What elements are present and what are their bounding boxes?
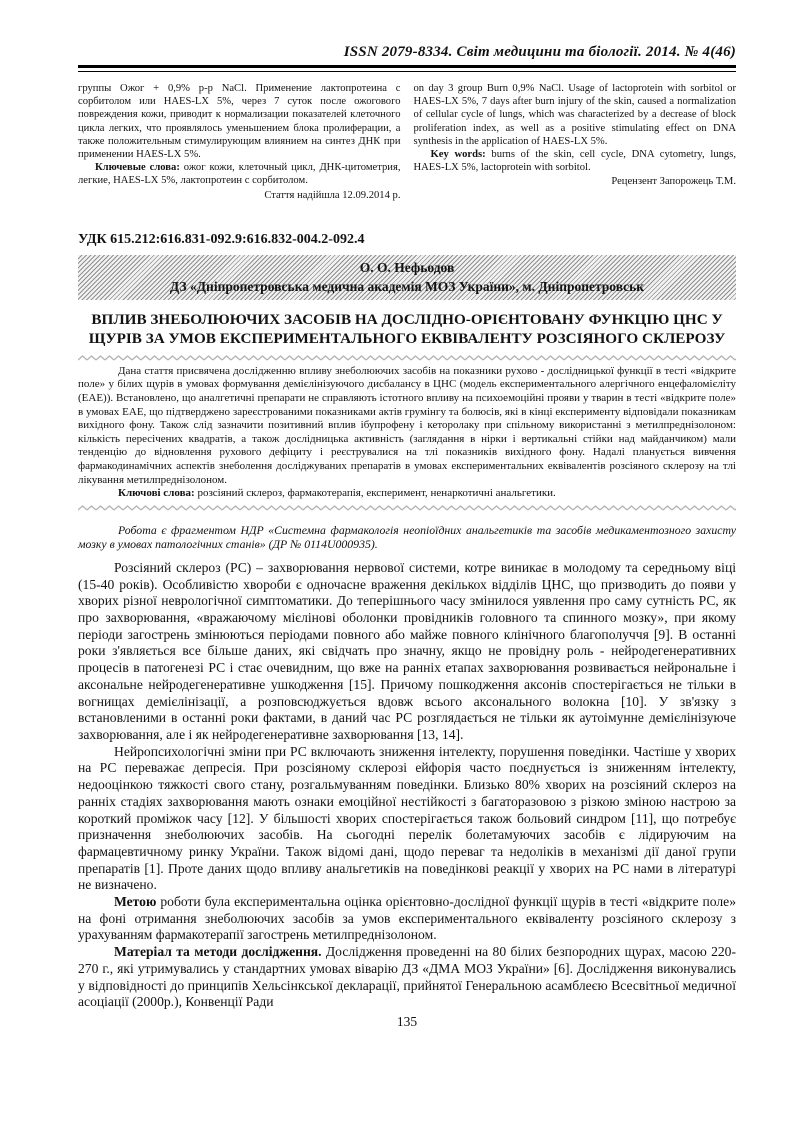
udc-line: УДК 615.212:616.831-092.9:616.832-004.2-092.4: [78, 231, 365, 247]
page-number: 135: [396, 1013, 418, 1029]
body-paragraph-neuro: Нейропсихологічні зміни при РС включають зниження інтелекту, порушення поведінки. Частіше у хворих на РС переважає депресія. При розсіяному склерозі ейфорія часто поєднується із зниженням інтелекту, недооцінкою тяжкості свого стану, розгальмуванням поведінки. Близько 80% хворих на розсіяний склероз на ранніх стадіях захворювання мають ознаки емоційної нестійкості з багаторазовою з різкою зміною настрою за короткий проміжок часу [12]. У більшості хворих спостерігається також больовий синдром [11], що потребує призначення знеболюючих засобів. На сьогодні перелік болетамуючих засобів є лідируючим на фармацевтичному ринку України. Також відомі дані, щодо переваг та недоліків в механізмі дії даної групи препаратів [1]. Проте даних щодо впливу анальгетиків на поведінкові реакції у хворих на РС нами в літературі не визначено.: [78, 743, 736, 893]
wavy-divider-bottom: [78, 505, 736, 511]
abstract-block: [78, 365, 736, 501]
methods-label: Матеріал та методи дослідження.: [114, 944, 322, 960]
resume-en-keywords-text: burns of the skin, cell cycle, DNA cytometry, lungs, HAES-LX 5%, lactoprotein with sorbitol.: [413, 149, 736, 174]
methods-paragraph: [78, 944, 736, 1011]
resume-en-keywords-label: Key words:: [430, 149, 486, 161]
received-date-line: Стаття надійшла 12.09.2014 р.: [264, 189, 401, 201]
author-affiliation: ДЗ «Дніпропетровська медична академія МОЗ України», м. Дніпропетровськ: [169, 278, 645, 294]
issn-header-line: ISSN 2079-8334. Світ медицини та біології. 2014. № 4(46): [343, 44, 736, 60]
resume-en-column: [414, 82, 737, 202]
resume-en-text: on day 3 group Burn 0,9% NaCl. Usage of lactoprotein with sorbitol or HAES-LX 5%, 7 days after burn injury of the skin, caused a normalization of cellular cycle of lungs, which was characterized by a decrease of block proliferation index, as well as a positive stimulating effect on DNA synthesis in the application of HAES-LX 5%.: [413, 83, 736, 147]
abstract-keywords: [78, 487, 736, 501]
aim-paragraph: [78, 894, 736, 944]
resume-ru-column: [78, 82, 401, 202]
abstract-text: Дана стаття присвячена дослідженню впливу знеболюючих засобів на показники рухово - дослідницької функції в тесті «відкрите поле» у білих щурів в умовах формування демієлінізуючого дисбалансу в ЦНС (модель експериментального алергічного енцефаломієліту (ЕАЕ)). Встановлено, що аналгетичні препарати не справляють істотного впливу на психоемоційні прояви у тварин в тесті «відкрите поле» в умовах ЕАЕ, що підтверджено зареєстрованими показниками актів грумінгу та болюсів, які в кінці експерименту відповідали показникам вихідного фону. Також слід зазначити позитивний вплив ібупрофену і кеторолаку при спільному використанні з метилпреднізолоном: кількість пересічених квадратів, а також дослідницька активність (заглядання в нірки і вертикальні стійки над майданчиком) мали тенденцію до відновлення рухового дефіциту і реєструвалися на тлі показників вихідного фону. Надалі планується вивчення фармакодинамічних аспектів знеболення досліджуваних препаратів в умовах експериментальних еквівалентів розсіяного склерозу на тлі лікування метилпреднізолоном.: [78, 364, 736, 486]
resume-ru-keywords-label: Ключевые слова:: [95, 162, 180, 174]
abstract-keywords-text: розсіяний склероз, фармакотерапія, експеримент, ненаркотичні анальгетики.: [194, 487, 556, 500]
ndr-note: Робота є фрагментом НДР «Системна фармакологія неопіоїдних анальгетиків та засобів медикаментозного захисту мозку в умовах патологічних станів» (ДР № 0114U000935).: [78, 522, 736, 552]
article-title: ВПЛИВ ЗНЕБОЛЮЮЧИХ ЗАСОБІВ НА ДОСЛІДНО-ОРІЄНТОВАНУ ФУНКЦІЮ ЦНС У ЩУРІВ ЗА УМОВ ЕКСПЕРИМЕНТАЛЬНОГО ЕКВІВАЛЕНТУ РОЗСІЯНОГО СКЛЕРОЗУ: [88, 310, 726, 347]
abstract-keywords-label: Ключові слова:: [118, 487, 195, 500]
resume-columns: [78, 82, 736, 202]
aim-label: Метою: [114, 894, 157, 910]
methods-text: Дослідження проведенні на 80 білих безпородних щурах, масою 220-270 г., які утримувались у стандартних умовах віварію ДЗ «ДМА МОЗ України» [6]. Дослідження виконувались у відповідності до принципів Хельсінкської декларації, прийнятої Генеральною асамблеєю Всесвітньої медичної асоціації (2000р.), Конвенції Ради: [78, 944, 736, 1010]
header-double-rule: [78, 65, 736, 72]
body-paragraph-intro: Розсіяний склероз (РС) – захворювання нервової системи, котре виникає в молодому та середньому віці (15-40 років). Особливістю хвороби є одночасне враження декількох відділів ЦНС, що призводить до появи у хворих різної неврологічної симптоматики. До теперішнього часу змінилося уявлення про саму сутність РС, як про захворювання, «вражаючому мієлінові оболонки провідників головного та спинного мозку», при якому періоди загострень змінюються періодами повного або майже повного клінічного благополуччя [9]. В останні роки з'являється все більше даних, які свідчать про значну, якщо не провідну роль - нейродегенеративних процесів в патогенезі РС і стає очевидним, що вже на ранніх етапах захворювання розвивається нейрональне і аксональне нейродегенеративне ушкодження [15]. Причому пошкодження аксонів спостерігається не тільки в вогнищах демієлінізації, а розповсюджується вдовж всього аксонального волокна [10]. У зв'язку з встановленими в останні роки фактами, в даний час РС розглядається не тільки як аутоімунне демієлінізуюче захворювання, але і як нейродегенеративне захворювання [13, 14].: [78, 559, 736, 742]
resume-ru-keywords-text: ожог кожи, клеточный цикл, ДНК-цитометрия, легкие, HAES-LX 5%, лактопротеин с сорбитолом.: [78, 162, 401, 187]
wavy-divider-top: [78, 355, 736, 361]
author-block: [78, 255, 736, 300]
resume-ru-text: группы Ожог + 0,9% р-р NaCl. Применение лактопротеина с сорбитолом или HAES-LX 5%, через 7 суток после ожогового повреждения кожи, приводит к нормализации показателей клеточного цикла легких, что проявлялось уменьшением блока пролиферации, а также положительным стимулирующим влиянием на синтез ДНК при применении HAES-LX 5%.: [78, 83, 401, 161]
aim-text: роботи була експериментальна оцінка орієнтовно-дослідної функції щурів в тесті «відкрите поле» на фоні отримання знеболюючих засобів за умов експериментального еквіваленту розсіяного склерозу з урахуванням фармакотерапії загострень метилпреднізолоном.: [78, 894, 736, 943]
resume-en-keywords: [414, 148, 737, 174]
resume-ru-keywords: [78, 161, 401, 187]
reviewer-line: Рецензент Запорожець Т.М.: [611, 176, 736, 188]
author-name: О. О. Нефьодов: [359, 259, 455, 275]
